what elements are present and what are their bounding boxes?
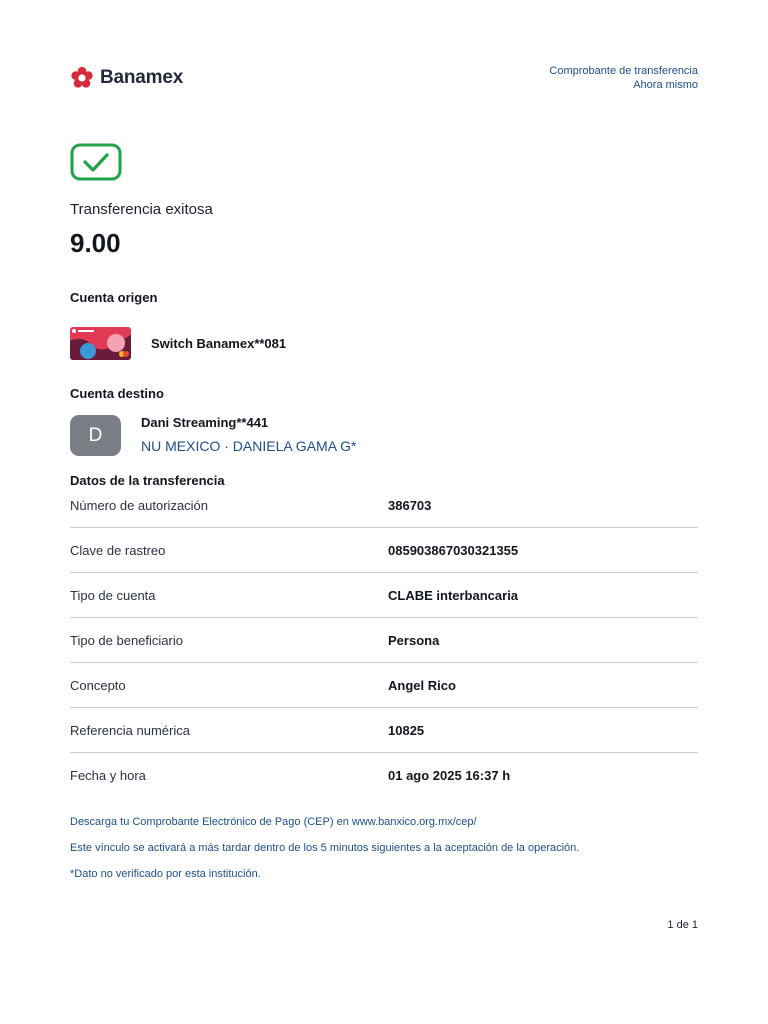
receipt-header-info (549, 64, 698, 92)
row-label: Concepto (70, 677, 126, 693)
origin-account-name: Switch Banamex**081 (151, 336, 287, 351)
row-value: 085903867030321355 (388, 542, 519, 558)
success-check-icon (70, 143, 122, 186)
bank-name: Banamex (100, 67, 184, 88)
row-value: Angel Rico (388, 677, 456, 693)
table-row (70, 708, 698, 753)
details-table (70, 483, 698, 797)
table-row (70, 528, 698, 573)
row-label: Referencia numérica (70, 722, 190, 738)
row-label: Tipo de beneficiario (70, 632, 183, 648)
table-row (70, 753, 698, 797)
transfer-amount: 9.00 (70, 228, 121, 258)
row-value: CLABE interbancaria (388, 587, 519, 603)
avatar: D (70, 415, 121, 456)
row-value: Persona (388, 632, 440, 648)
activation-note: Este vínculo se activará a más tardar dentro de los 5 minutos siguientes a la aceptación de la operación. (70, 842, 580, 854)
table-row (70, 573, 698, 618)
table-row (70, 618, 698, 663)
table-row (70, 663, 698, 708)
brand-header (70, 66, 183, 90)
document-type: Comprobante de transferencia (549, 65, 698, 77)
card-thumbnail-icon (70, 327, 131, 360)
row-label: Tipo de cuenta (70, 587, 156, 603)
origin-section-title: Cuenta origen (70, 290, 158, 305)
row-value: 10825 (388, 722, 425, 738)
cep-download-note: Descarga tu Comprobante Electrónico de Pago (CEP) en www.banxico.org.mx/cep/ (70, 816, 477, 828)
page-indicator: 1 de 1 (667, 919, 698, 931)
row-label: Fecha y hora (70, 767, 146, 783)
row-label: Número de autorización (70, 497, 209, 513)
details-section-title: Datos de la transferencia (70, 473, 225, 488)
table-row (70, 483, 698, 528)
destination-account-name: Dani Streaming**441 (141, 415, 269, 430)
transfer-time: Ahora mismo (633, 79, 698, 91)
banamex-logo-icon (70, 66, 94, 90)
destination-bank-holder: NU MEXICO · DANIELA GAMA G* (141, 438, 357, 454)
row-value: 01 ago 2025 16:37 h (388, 767, 511, 783)
row-label: Clave de rastreo (70, 542, 166, 558)
destination-section-title: Cuenta destino (70, 386, 164, 401)
unverified-note: *Dato no verificado por esta institución. (70, 868, 261, 880)
status-title: Transferencia exitosa (70, 201, 213, 218)
row-value: 386703 (388, 497, 432, 513)
cut-off-text-line (70, 909, 630, 913)
